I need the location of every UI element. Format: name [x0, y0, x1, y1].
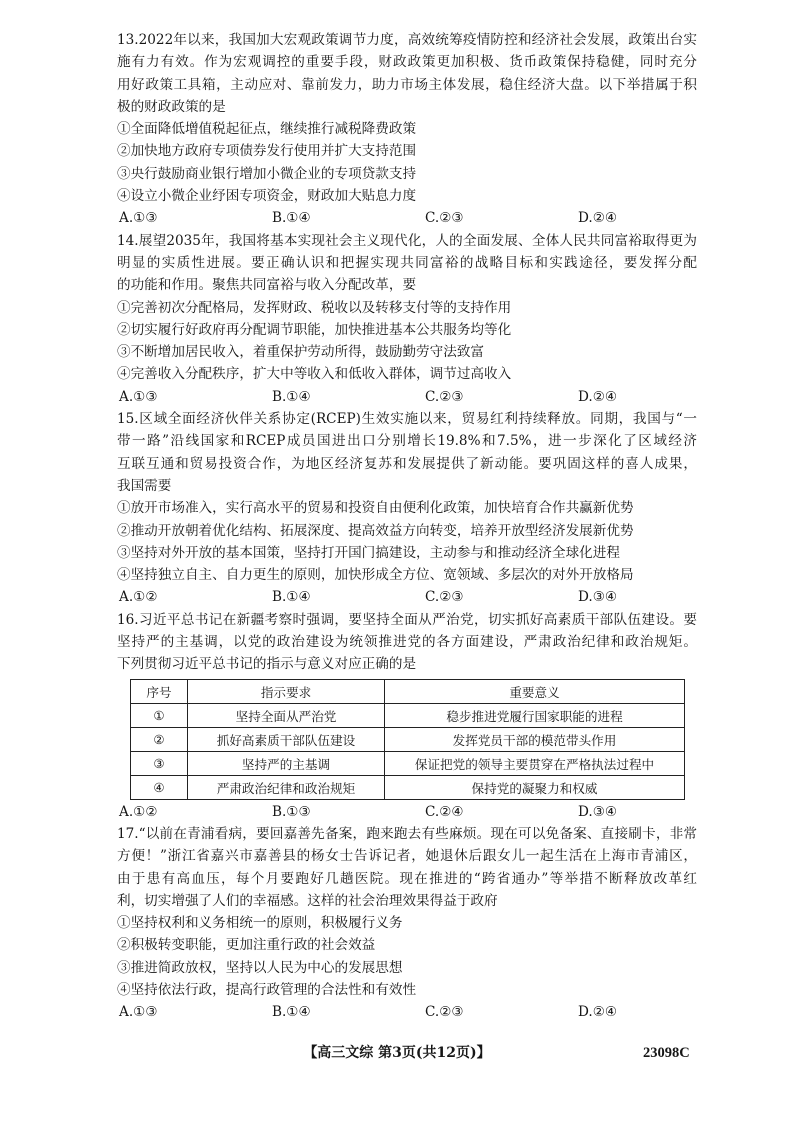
question-stem-line: 16.习近平总书记在新疆考察时强调，要坚持全面从严治党，切实抓好高素质干部队伍建设。要	[117, 611, 697, 628]
question-stem-line: 14.展望2035年，我国将基本实现社会主义现代化，人的全面发展、全体人民共同富裕取得更为	[117, 232, 697, 249]
statement-option: ①完善初次分配格局，发挥财政、税收以及转移支付等的支持作用	[117, 299, 512, 316]
table-row	[131, 727, 685, 751]
statement-option: ③不断增加居民收入，着重保护劳动所得，鼓励勤劳守法致富	[117, 344, 485, 361]
statement-option: ③坚持对外开放的基本国策，坚持打开国门搞建设，主动参与和推动经济全球化进程	[117, 544, 620, 561]
table-cell: 发挥党员干部的模范带头作用	[385, 727, 685, 751]
question-stem-line: 13.2022年以来，我国加大宏观政策调节力度，高效统筹疫情防控和经济社会发展，政策出台实	[117, 32, 697, 48]
question-stem-line: 明显的实质性进展。要正确认识和把握实现共同富裕的战略目标和实践途径，要发挥分配	[117, 254, 697, 271]
question-stem-line: 用好政策工具箱，主动应对、靠前发力，助力市场主体发展，稳住经济大盘。以下举措属于积	[117, 76, 697, 93]
answer-choice-a: A.①②	[119, 589, 158, 606]
answer-choice-d: D.③④	[578, 803, 618, 820]
answer-choice-c: C.②③	[425, 388, 464, 405]
answer-choice-c: C.②③	[425, 589, 464, 606]
statement-option: ①全面降低增值税起征点，继续推行减税降费政策	[117, 121, 417, 138]
answer-choice-b: B.①④	[272, 210, 311, 227]
answer-choice-b: B.①④	[272, 388, 311, 405]
answer-choice-b: B.①③	[272, 803, 311, 820]
question-stem-line: 利，切实增强了人们的幸福感。这样的社会治理效果得益于政府	[117, 892, 498, 909]
question-stem-line: 下列贯彻习近平总书记的指示与意义对应正确的是	[117, 656, 417, 673]
answer-choice-c: C.②③	[425, 210, 464, 227]
question-stem-line: 极的财政政策的是	[117, 98, 226, 115]
answer-choices	[117, 207, 697, 229]
statement-option: ②推动开放朝着优化结构、拓展深度、提高效益方向转变，培养开放型经济发展新优势	[117, 522, 634, 539]
question-stem-line: 15.区域全面经济伙伴关系协定(RCEP)生效实施以来，贸易红利持续释放。同期，我国与“一	[117, 411, 697, 428]
question-stem-line: 施有力有效。作为宏观调控的重要手段，财政政策更加积极、货币政策保持稳健，同时充分	[117, 54, 697, 71]
page-footer-label: 【高三文综 第3页(共12页)】	[303, 1045, 491, 1061]
statement-option: ③推进简政放权，坚持以人民为中心的发展思想	[117, 959, 403, 976]
statement-option: ④坚持依法行政，提高行政管理的合法性和有效性	[117, 981, 417, 998]
page-content	[117, 29, 697, 1024]
statement-option: ②积极转变职能，更加注重行政的社会效益	[117, 937, 376, 954]
table-header-cell: 指示要求	[188, 679, 385, 703]
answer-choices	[117, 801, 697, 823]
answer-choice-d: D.②④	[578, 388, 618, 405]
table-row	[131, 751, 685, 775]
statement-option: ①坚持权利和义务相统一的原则，积极履行义务	[117, 915, 403, 932]
table-cell: ③	[131, 751, 188, 775]
question-stem-line: 我国需要	[117, 477, 172, 494]
statement-option: ④设立小微企业纾困专项资金，财政加大贴息力度	[117, 188, 417, 205]
answer-choice-d: D.③④	[578, 589, 618, 606]
table-row	[131, 703, 685, 727]
table-cell: 稳步推进党履行国家职能的进程	[385, 703, 685, 727]
table-cell: 严肃政治纪律和政治规矩	[188, 775, 385, 799]
answer-choice-d: D.②④	[578, 210, 618, 227]
table-cell: ④	[131, 775, 188, 799]
table-cell: ②	[131, 727, 188, 751]
statement-option: ③央行鼓励商业银行增加小微企业的专项贷款支持	[117, 165, 417, 182]
question-stem-line: 17.“以前在青浦看病，要回嘉善先备案，跑来跑去有些麻烦。现在可以免备案、直接刷卡，非常	[117, 825, 697, 842]
statement-option: ②加快地方政府专项债券发行使用并扩大支持范围	[117, 143, 417, 160]
question-stem-line: 互联互通和贸易投资合作，为地区经济复苏和发展提供了新动能。要巩固这样的喜人成果，	[117, 455, 697, 472]
answer-choice-a: A.①②	[119, 803, 158, 820]
table-header-cell: 重要意义	[385, 679, 685, 703]
answer-choice-b: B.①④	[272, 1004, 311, 1021]
answer-choice-a: A.①③	[119, 210, 158, 227]
table-header-cell: 序号	[131, 679, 188, 703]
question-15	[117, 408, 697, 609]
question-stem-line: 方便！”浙江省嘉兴市嘉善县的杨女士告诉记者，她退休后跟女儿一起生活在上海市青浦区，	[117, 848, 697, 865]
question-14	[117, 230, 697, 408]
answer-choice-d: D.②④	[578, 1004, 618, 1021]
answer-choices	[117, 1001, 697, 1023]
question-stem-line: 的功能和作用。聚焦共同富裕与收入分配改革，要	[117, 277, 417, 294]
question-16	[117, 609, 697, 823]
question-13	[117, 29, 697, 230]
answer-choice-c: C.②④	[425, 803, 464, 820]
answer-choice-c: C.②③	[425, 1004, 464, 1021]
answer-choices	[117, 386, 697, 408]
question-stem-line: 由于患有高血压，每个月要跑好几趟医院。现在推进的“跨省通办”等举措不断释放改革红	[117, 870, 697, 887]
statement-option: ④坚持独立自主、自力更生的原则，加快形成全方位、宽领域、多层次的对外开放格局	[117, 567, 634, 584]
question-17	[117, 823, 697, 1024]
table-cell: 保证把党的领导主要贯穿在严格执法过程中	[385, 751, 685, 775]
table-header-row	[131, 679, 685, 703]
answer-choice-a: A.①③	[119, 1004, 158, 1021]
answer-choice-b: B.①④	[272, 589, 311, 606]
paper-code: 23098C	[643, 1045, 690, 1061]
table-cell: ①	[131, 703, 188, 727]
statement-option: ④完善收入分配秩序，扩大中等收入和低收入群体，调节过高收入	[117, 366, 512, 383]
table-cell: 保持党的凝聚力和权威	[385, 775, 685, 799]
statement-option: ②切实履行好政府再分配调节职能，加快推进基本公共服务均等化	[117, 321, 512, 338]
answer-choices	[117, 586, 697, 608]
question-stem-line: 坚持严的主基调，以党的政治建设为统领推进党的各方面建设，严肃政治纪律和政治规矩。	[117, 634, 697, 651]
table-cell: 坚持严的主基调	[188, 751, 385, 775]
table-row	[131, 775, 685, 799]
statement-option: ①放开市场准入，实行高水平的贸易和投资自由便利化政策，加快培育合作共赢新优势	[117, 500, 634, 517]
answer-choice-a: A.①③	[119, 388, 158, 405]
table-cell: 坚持全面从严治党	[188, 703, 385, 727]
question-stem-line: 带一路”沿线国家和RCEP成员国进出口分别增长19.8%和7.5%，进一步深化了区域经济	[117, 433, 697, 450]
table-cell: 抓好高素质干部队伍建设	[188, 727, 385, 751]
instruction-meaning-table	[130, 679, 685, 800]
